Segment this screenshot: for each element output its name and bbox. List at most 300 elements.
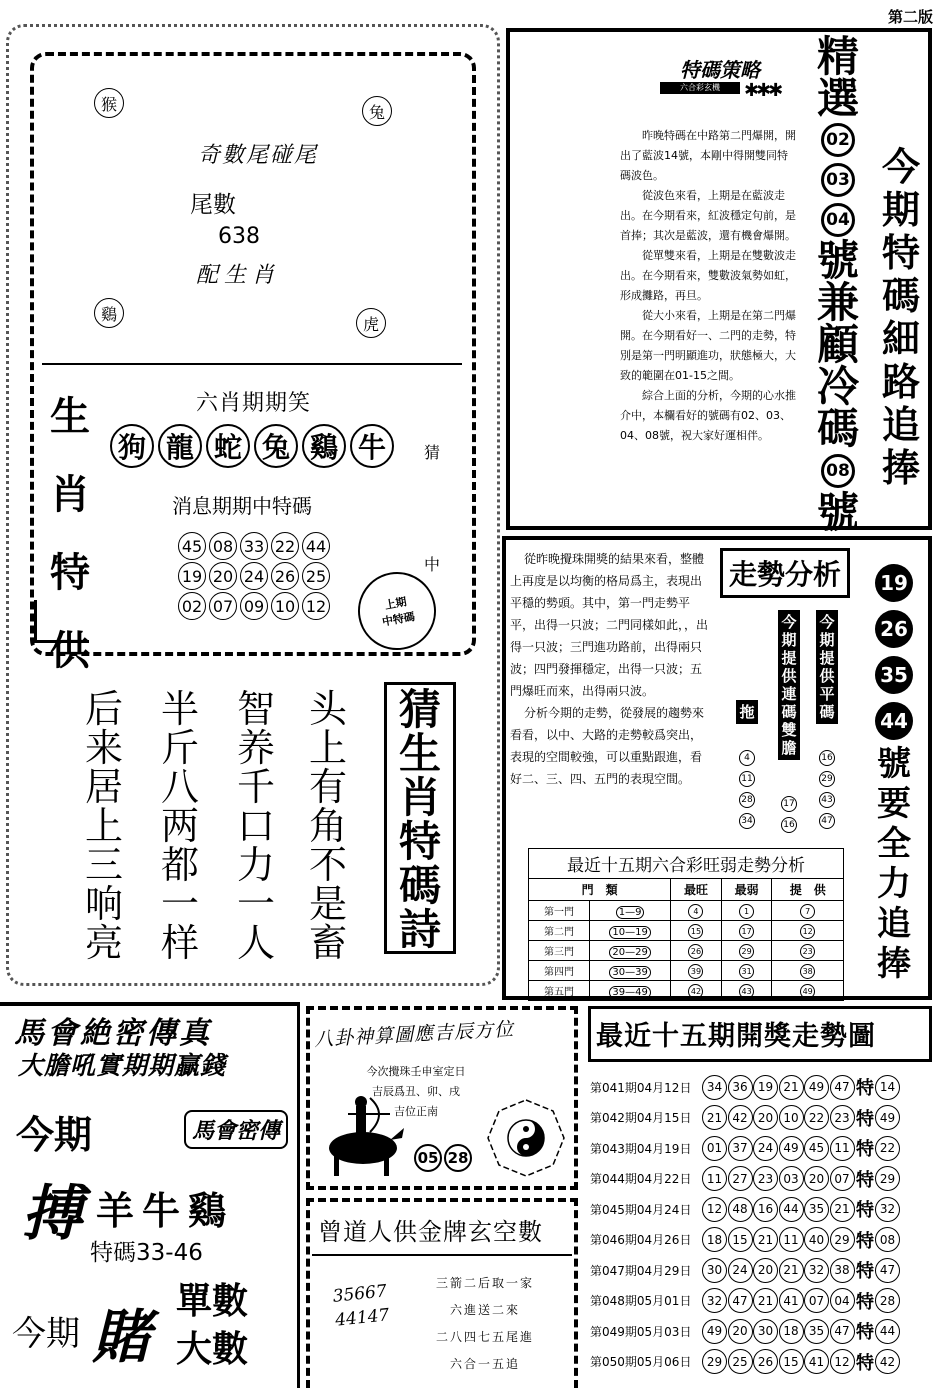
trend-text [510, 548, 710, 790]
trend-pick-ball: 35 [875, 656, 913, 694]
pick-char: 冷 [816, 362, 859, 411]
history-ball: 20 [728, 1319, 753, 1344]
side-char: 期 [881, 188, 920, 232]
history-row [590, 1225, 932, 1256]
poem-char: 力 [236, 843, 275, 887]
row-range: 39—49 [609, 986, 650, 999]
history-ball: 10 [779, 1105, 804, 1130]
strategy-logo [660, 54, 808, 104]
history-ball: 18 [702, 1227, 727, 1252]
history-ball: 47 [830, 1075, 855, 1100]
gamble-2: 大數 [176, 1329, 249, 1370]
pick-char: 碼 [816, 404, 859, 453]
bagua-line-1: 今次攪珠壬申室定日 [366, 1065, 466, 1078]
table-header: 最弱 [721, 879, 772, 901]
poem-char: 斤 [160, 726, 199, 770]
history-ball: 20 [753, 1105, 778, 1130]
history-ball: 27 [728, 1166, 753, 1191]
corner-zodiac: 虎 [356, 308, 386, 338]
history-ball: 23 [753, 1166, 778, 1191]
trend-col-title [736, 700, 758, 724]
number-ball: 45 [178, 532, 206, 560]
history-ball: 38 [830, 1258, 855, 1283]
special-label: 特 [856, 1139, 874, 1161]
number-ball: 25 [302, 562, 330, 590]
special-label: 特 [856, 1230, 874, 1252]
history-label: 第049期05月03日 [590, 1324, 692, 1339]
pick-ball: 04 [821, 203, 855, 237]
trend-col-char: 連 [781, 685, 797, 703]
number-row [178, 532, 330, 560]
history-label: 第044期04月22日 [590, 1172, 692, 1187]
table-cell [529, 921, 590, 941]
number-ball: 07 [209, 592, 237, 620]
history-ball: 19 [753, 1075, 778, 1100]
history-ball: 37 [728, 1136, 753, 1161]
table-cell [671, 961, 722, 981]
poem-char: 有 [308, 765, 347, 809]
special-label: 特 [856, 1322, 874, 1344]
row-label: 第一門 [544, 907, 575, 918]
trend-col-number: 29 [819, 771, 835, 787]
row-range: 30—39 [609, 966, 650, 979]
side-title-char: 供 [50, 627, 90, 674]
poem-title-char: 詩 [398, 905, 441, 954]
logo-splash: ✱✱✱ [744, 80, 781, 101]
cell-number: 39 [688, 964, 703, 979]
history-ball: 47 [830, 1319, 855, 1344]
table-cell [529, 961, 590, 981]
poem-char: 人 [236, 921, 275, 965]
pick-char: 精 [816, 32, 859, 81]
poem-column [300, 687, 356, 965]
trend-col-char: 提 [781, 649, 797, 667]
strategy-paragraph: 綜合上面的分析，今期的心水推介中，本欄看好的號碼有02、03、04、08號，祝大家好運相伴。 [620, 389, 796, 442]
zodiac-ball: 鷄 [302, 424, 346, 468]
trend-paragraph: 從昨晚攪珠開獎的結果來看，整體上再度是以均衡的格局爲主，表現出平穩的勢頭。其中，第一門走勢平平，出得一只波；二門同樣如此，，出得一只波；三門進功路前，出得兩只波；四門發揮穩定，出得一只波；五門爆旺而來，出得兩只波。 [510, 552, 709, 698]
side-char: 細 [881, 317, 920, 361]
special-ball: 29 [875, 1166, 900, 1191]
table-cell [721, 941, 772, 961]
gamble-1: 單數 [176, 1281, 249, 1322]
history-ball: 21 [753, 1227, 778, 1252]
trend-col-number: 16 [781, 817, 797, 833]
xuankong-line: 六合一五追 [449, 1357, 520, 1371]
poem-title-char: 猜 [398, 685, 441, 734]
history-ball: 49 [804, 1075, 829, 1100]
history-row [590, 1194, 932, 1225]
history-ball: 42 [728, 1105, 753, 1130]
logo-sub: 六合彩玄機 [660, 82, 740, 94]
history-ball: 47 [728, 1288, 753, 1313]
history-label: 第042期04月15日 [590, 1111, 692, 1126]
number-ball: 33 [240, 532, 268, 560]
history-ball: 44 [779, 1197, 804, 1222]
strategy-paragraph: 從大小來看，上期是在第二門爆開。在今期看好一、二門的走勢，特別是第一門明顯進功，狀態極大，大致的範圍在01-15之間。 [620, 309, 796, 382]
poem-char: 响 [84, 882, 123, 926]
table-cell [772, 921, 844, 941]
trend-col-numbers [818, 750, 836, 829]
xuankong-line: 三箭二后取一家 [435, 1276, 534, 1290]
table-row [529, 981, 844, 1001]
poem-char: 是 [308, 882, 347, 926]
poem-title-char: 肖 [398, 773, 441, 822]
special-ball: 49 [875, 1105, 900, 1130]
history-row [590, 1103, 932, 1134]
special-label: 特 [856, 1291, 874, 1313]
side-char: 碼 [881, 274, 920, 318]
history-ball: 15 [779, 1349, 804, 1374]
xuankong-scribble [332, 1279, 391, 1332]
trend-side-char: 號 [877, 744, 911, 784]
side-title-char: 特 [50, 549, 90, 596]
poem-column [76, 687, 132, 965]
trend-col-title [816, 610, 838, 724]
table-cell [590, 961, 671, 981]
poem-char: 亮 [84, 921, 123, 965]
table-cell [590, 941, 671, 961]
number-row [178, 592, 330, 620]
table-cell [590, 901, 671, 921]
bagua-number: 05 [414, 1144, 442, 1172]
side-title-char: 生 [50, 393, 90, 440]
history-ball: 25 [728, 1349, 753, 1374]
pick-char: 選 [816, 74, 859, 123]
history-ball: 11 [779, 1227, 804, 1252]
gamble-list [176, 1278, 248, 1374]
history-row [590, 1164, 932, 1195]
number-ball: 02 [178, 592, 206, 620]
six-zodiac-numbers [178, 532, 330, 622]
row-label: 第四門 [544, 967, 575, 978]
history-label: 第050期05月06日 [590, 1355, 692, 1370]
history-ball: 21 [753, 1288, 778, 1313]
trend-col-number: 28 [739, 792, 755, 808]
pick-char: 號 [816, 236, 859, 285]
history-row [590, 1286, 932, 1317]
history-label: 第046期04月26日 [590, 1233, 692, 1248]
table-cell [590, 921, 671, 941]
history-ball: 12 [830, 1349, 855, 1374]
poem-char: 都 [160, 843, 199, 887]
poem-title [388, 685, 452, 954]
bagua-line-3: 吉位正南 [394, 1105, 438, 1118]
zodiac-ball: 蛇 [206, 424, 250, 468]
table-row [529, 941, 844, 961]
trend-table [528, 878, 844, 1001]
history-ball: 35 [804, 1319, 829, 1344]
table-cell [671, 921, 722, 941]
odd-tail-title: 奇數尾碰尾 [197, 143, 318, 168]
table-cell [590, 981, 671, 1001]
trend-picks [866, 560, 922, 984]
history-ball: 49 [779, 1136, 804, 1161]
poem-char: 居 [84, 765, 123, 809]
trend-side-char: 捧 [877, 944, 911, 984]
side-char: 路 [881, 360, 920, 404]
special-ball: 28 [875, 1288, 900, 1313]
trend-col-number: 11 [739, 771, 755, 787]
trend-table-wrap [528, 848, 844, 1001]
corner-zodiac: 兔 [362, 96, 392, 126]
pick-char: 兼 [816, 278, 859, 327]
special-ball: 47 [875, 1258, 900, 1283]
special-ball: 44 [875, 1319, 900, 1344]
poem-char: 半 [160, 687, 199, 731]
number-row [178, 562, 330, 590]
table-cell [721, 921, 772, 941]
cold-pick-ball: 08 [821, 454, 855, 488]
cell-number: 31 [739, 964, 754, 979]
table-cell [772, 961, 844, 981]
number-ball: 44 [302, 532, 330, 560]
history-ball: 03 [779, 1166, 804, 1191]
number-ball: 26 [271, 562, 299, 590]
strategy-paragraph: 從單雙來看，上期是在雙數波走出。在今期看來，雙數波氣勢如虹，形成攤路，再旦。 [620, 249, 796, 302]
scribble-1: 35667 [331, 1281, 388, 1307]
fax-today-2: 今期 [12, 1314, 80, 1354]
pick-ball: 03 [821, 163, 855, 197]
trend-col-number: 47 [819, 813, 835, 829]
history-ball: 26 [753, 1349, 778, 1374]
cell-number: 15 [688, 924, 703, 939]
fax-special: 特碼33-46 [90, 1240, 203, 1266]
number-ball: 12 [302, 592, 330, 620]
six-zodiac-side-title [44, 378, 96, 690]
number-ball: 09 [240, 592, 268, 620]
history-ball: 41 [804, 1349, 829, 1374]
row-range: 20—29 [609, 946, 650, 959]
history-ball: 11 [702, 1166, 727, 1191]
poem-char: 来 [84, 726, 123, 770]
strategy-paragraph: 昨晚特碼在中路第二門爆開，開出了藍波14號，本剛中得開雙同特碼波色。 [620, 129, 796, 182]
strategy-paragraph: 從波色來看，上期是在藍波走出。在今期看來，紅波穩定句前，是首捧；其次是藍波，還有機會爆開。 [620, 189, 796, 242]
history-label: 第045期04月24日 [590, 1202, 692, 1217]
table-row [529, 961, 844, 981]
table-row [529, 901, 844, 921]
history-ball: 32 [804, 1258, 829, 1283]
history-ball: 12 [702, 1197, 727, 1222]
trend-side-char: 力 [877, 864, 911, 904]
xuankong-line: 二八四七五尾進 [435, 1330, 534, 1344]
history-ball: 49 [702, 1319, 727, 1344]
table-header: 最旺 [671, 879, 722, 901]
special-ball: 42 [875, 1349, 900, 1374]
history-ball: 30 [753, 1319, 778, 1344]
badge-line-2: 中特碼 [381, 610, 416, 629]
history-ball: 15 [728, 1227, 753, 1252]
xuankong-lines [420, 1270, 550, 1378]
cell-number: 7 [800, 904, 815, 919]
six-zodiac-title: 六肖期期笑 [196, 391, 312, 416]
history-row [590, 1347, 932, 1378]
history-ball: 16 [753, 1197, 778, 1222]
number-ball: 19 [178, 562, 206, 590]
history-ball: 41 [779, 1288, 804, 1313]
number-ball: 20 [209, 562, 237, 590]
special-ball: 14 [875, 1075, 900, 1100]
number-ball: 10 [271, 592, 299, 620]
history-ball: 23 [830, 1105, 855, 1130]
trend-col-number: 43 [819, 792, 835, 808]
history-label: 第048期05月01日 [590, 1294, 692, 1309]
row-label: 第五門 [544, 987, 575, 998]
history-ball: 29 [830, 1227, 855, 1252]
zodiac-ball: 牛 [350, 424, 394, 468]
bet-zodiacs: 羊牛鷄 [96, 1189, 235, 1233]
trend-col-char: 碼 [819, 703, 835, 721]
scribble-2: 44147 [334, 1305, 391, 1331]
xuankong-line: 六進送二來 [449, 1303, 520, 1317]
archer-rider-icon [318, 1092, 408, 1178]
fax-today: 今期 [16, 1113, 93, 1157]
guess-char-2: 中 [424, 555, 441, 574]
special-ball: 22 [875, 1136, 900, 1161]
page-number: 第二版 [887, 8, 933, 26]
cell-number: 12 [800, 924, 815, 939]
fax-logo: 馬會密傳 [184, 1110, 288, 1149]
poem-char: 上 [308, 726, 347, 770]
table-cell [529, 901, 590, 921]
corner-zodiac: 鷄 [94, 298, 124, 328]
trend-side-char: 全 [877, 824, 911, 864]
poem-char: 三 [84, 843, 123, 887]
pick-ball: 02 [821, 123, 855, 157]
poem-char: 养 [236, 726, 275, 770]
cell-number: 23 [800, 944, 815, 959]
table-title: 最近十五期六合彩旺弱走勢分析 [528, 848, 844, 878]
trend-col-char: 拖 [739, 703, 755, 721]
trend-col-title [778, 610, 800, 760]
trend-col-char: 平 [819, 685, 835, 703]
cell-number: 43 [739, 984, 754, 999]
history-ball: 48 [728, 1197, 753, 1222]
zodiac-ball: 狗 [110, 424, 154, 468]
poem-char: 一 [160, 882, 199, 926]
trend-col-numbers [780, 796, 798, 833]
table-cell [772, 941, 844, 961]
history-ball: 07 [804, 1288, 829, 1313]
history-title: 最近十五期開獎走勢圖 [596, 1021, 876, 1052]
poem-char: 千 [236, 765, 275, 809]
divider [42, 363, 462, 365]
trend-col-char: 提 [819, 649, 835, 667]
table-cell [529, 941, 590, 961]
special-label: 特 [856, 1261, 874, 1283]
zodiac-ball: 龍 [158, 424, 202, 468]
history-ball: 29 [702, 1349, 727, 1374]
poem-char: 上 [84, 804, 123, 848]
table-cell [772, 901, 844, 921]
table-header: 提 供 [772, 879, 844, 901]
poem-char: 两 [160, 804, 199, 848]
poem-char: 一 [236, 882, 275, 926]
table-cell [671, 941, 722, 961]
poem-char: 口 [236, 804, 275, 848]
row-label: 第二門 [544, 927, 575, 938]
trend-paragraph: 分析今期的走勢，從發展的趨勢來看看，以中、大路的走勢較爲突出，表現的空間較強，可以重點跟進，看好二、三、四、五門的表現空間。 [510, 706, 705, 786]
fax-title: 馬會絶密傳真 [14, 1016, 212, 1051]
poem-char: 头 [308, 687, 347, 731]
table-cell [721, 901, 772, 921]
poem-char: 智 [236, 687, 275, 731]
cell-number: 29 [739, 944, 754, 959]
row-range: 10—19 [609, 926, 650, 939]
strategy-text [620, 126, 796, 446]
tail-sub: 配生肖 [196, 263, 281, 288]
table-cell [671, 901, 722, 921]
history-label: 第043期04月19日 [590, 1141, 692, 1156]
xuankong-divider [312, 1254, 572, 1256]
bagua-icon [486, 1098, 566, 1178]
bagua-title: 八卦神算圖應吉辰方位 [313, 1018, 515, 1051]
badge-line-1: 上期 [383, 595, 408, 612]
history-ball: 34 [702, 1075, 727, 1100]
poem-char: 角 [308, 804, 347, 848]
number-ball: 08 [209, 532, 237, 560]
history-ball: 21 [779, 1258, 804, 1283]
cell-number: 49 [800, 984, 815, 999]
trend-side-char: 要 [877, 784, 911, 824]
cell-number: 4 [688, 904, 703, 919]
gamble-char: 賭 [92, 1303, 151, 1371]
guess-char-1: 猜 [424, 443, 441, 462]
special-ball: 32 [875, 1197, 900, 1222]
history-ball: 11 [830, 1136, 855, 1161]
history-ball: 18 [779, 1319, 804, 1344]
history-ball: 24 [728, 1258, 753, 1283]
pick-column [810, 32, 866, 537]
bagua-number: 28 [444, 1144, 472, 1172]
special-label: 特 [856, 1352, 874, 1374]
poem-char: 畜 [308, 921, 347, 965]
history-label: 第041期04月12日 [590, 1080, 692, 1095]
history-ball: 20 [753, 1258, 778, 1283]
trend-col-char: 碼 [781, 703, 797, 721]
zodiac-ball: 兔 [254, 424, 298, 468]
history-ball: 01 [702, 1136, 727, 1161]
table-cell [721, 961, 772, 981]
poem-title-char: 碼 [398, 861, 441, 910]
poem-char: 样 [160, 921, 199, 965]
history-ball: 24 [753, 1136, 778, 1161]
table-header-row [529, 879, 844, 901]
trend-side-char: 追 [877, 904, 911, 944]
cell-number: 17 [739, 924, 754, 939]
strategy-side-title [876, 146, 926, 490]
table-row [529, 921, 844, 941]
number-ball: 24 [240, 562, 268, 590]
history-ball: 45 [804, 1136, 829, 1161]
trend-col-number: 4 [739, 750, 755, 766]
history-row [590, 1255, 932, 1286]
row-label: 第三門 [544, 947, 575, 958]
trend-col-char: 雙 [781, 721, 797, 739]
bagua-numbers [414, 1144, 472, 1172]
corner-zodiac: 猴 [94, 88, 124, 118]
cell-number: 38 [800, 964, 815, 979]
trend-col-number: 17 [781, 796, 797, 812]
poem-column [152, 687, 208, 965]
history-rows [590, 1072, 932, 1377]
special-label: 特 [856, 1169, 874, 1191]
trend-pick-ball: 26 [875, 610, 913, 648]
trend-col-char: 今 [819, 613, 835, 631]
number-ball: 22 [271, 532, 299, 560]
trend-col-number: 16 [819, 750, 835, 766]
history-ball: 21 [702, 1105, 727, 1130]
cell-number: 1 [739, 904, 754, 919]
